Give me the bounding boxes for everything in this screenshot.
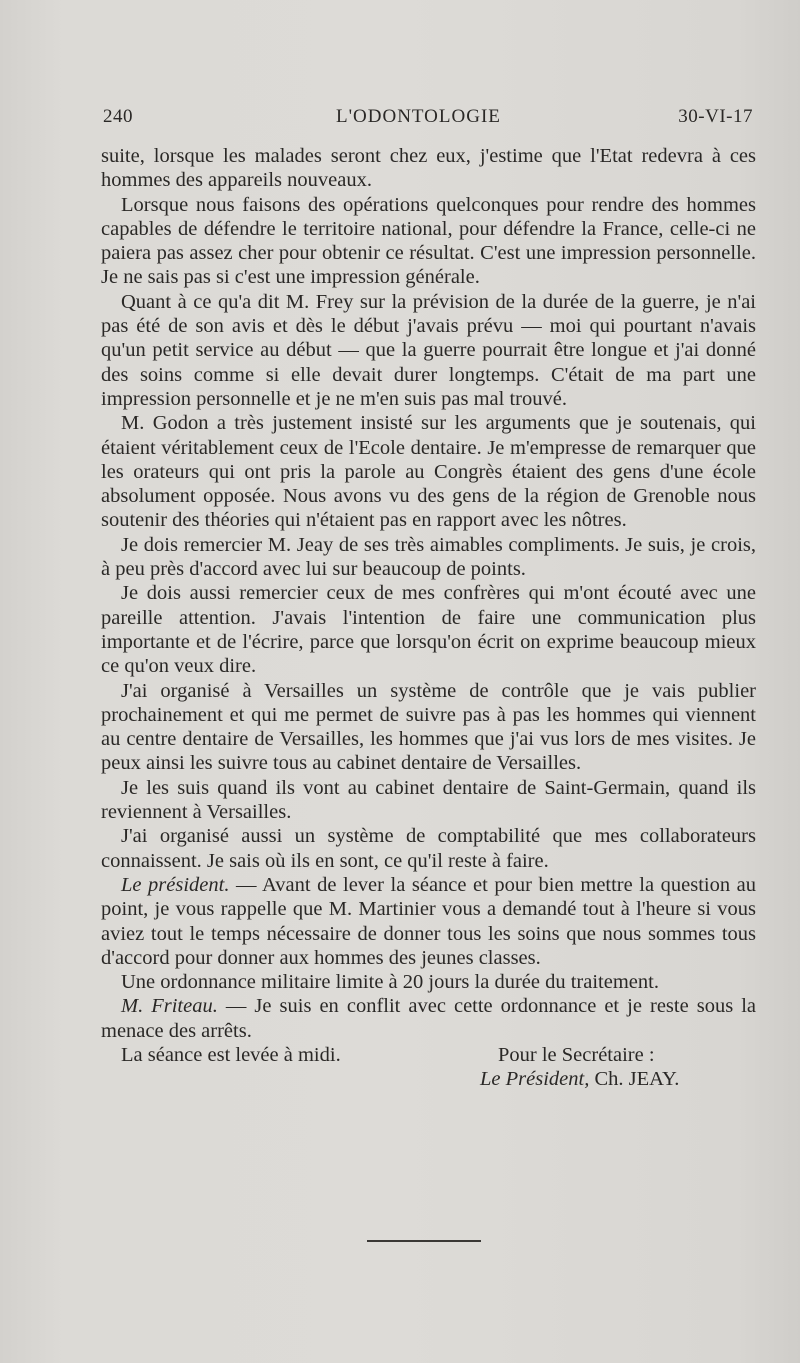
page-number: 240 — [103, 106, 133, 127]
paragraph-9: J'ai organisé aussi un système de comptabilité que mes collaborateurs connaissent. Je sais où ils en sont, ce qu'il reste à faire. — [101, 825, 756, 872]
paragraph-6: Je dois aussi remercier ceux de mes confrères qui m'ont écouté avec une pareille attention. J'avais l'intention de faire une communication plus importante et de l'écrire, parce que lorsqu'on écrit on exprime beaucoup mieux ce qu'on veux dire. — [101, 582, 756, 678]
paragraph-2: Lorsque nous faisons des opérations quelconques pour rendre des hommes capables de défendre le territoire national, pour défendre la France, celle-ci ne paiera pas assez cher pour obtenir ce résultat. C'est une impression personnelle. Je ne sais pas si c'est une impression générale. — [101, 193, 756, 289]
signature-row — [101, 1067, 756, 1091]
ordinance-paragraph: Une ordonnance militaire limite à 20 jours la durée du traitement. — [121, 971, 659, 994]
adjourned-line: La séance est levée à midi. — [121, 1043, 341, 1066]
paragraph-3: Quant à ce qu'a dit M. Frey sur la prévision de la durée de la guerre, je n'ai pas été de son avis et dès le début j'avais prévu — moi qui pourtant n'avais qu'un petit service au début — que la guerre pourrait être longue et j'ai donné des soins comme si elle devait durer longtemps. C'était de ma part une impression personnelle et je ne m'en suis pas mal trouvé. — [101, 290, 756, 410]
friteau-speech-text: — Je suis en conflit avec cette ordonnance et je reste sous la menace des arrêts. — [101, 995, 756, 1042]
president-name: Ch. JEAY. — [589, 1068, 680, 1091]
president-speech-text: — Avant de lever la séance et pour bien mettre la question au point, je vous rappelle que M. Martinier vous a demandé tout à l'heure si vous aviez tout le temps nécessaire de donner tous les soins que nous sommes tous d'accord pour donner aux hommes des jeunes classes. — [101, 873, 757, 969]
closing-row — [101, 1043, 756, 1067]
paragraph-4: M. Godon a très justement insisté sur les arguments que je soutenais, qui étaient véritablement ceux de l'Ecole dentaire. Je m'empresse de remarquer que les orateurs qui ont pris la parole au Congrès étaient des gens d'une école absolument opposée. Nous avons vu des gens de la région de Grenoble nous soutenir des théories qui n'étaient pas en rapport avec les nôtres. — [101, 412, 756, 532]
for-secretary-line: Pour le Secrétaire : — [498, 1043, 655, 1066]
speaker-president: Le président. — [121, 873, 230, 896]
president-speech — [101, 873, 756, 970]
paragraph-8: Je les suis quand ils vont au cabinet dentaire de Saint-Germain, quand ils reviennent à Versailles. — [101, 776, 756, 824]
paragraph-7: J'ai organisé à Versailles un système de contrôle que je vais publier prochainement et qui me permet de suivre pas à pas les hommes qui viennent au centre dentaire de Versailles, les hommes que j'ai vus lors de mes visites. Je peux ainsi les suivre tous au cabinet dentaire de Versailles. — [101, 679, 756, 775]
body-text — [101, 144, 756, 1092]
paragraph-5: Je dois remercier M. Jeay de ses très aimables compliments. Je suis, je crois, à peu près d'accord avec lui sur beaucoup de points. — [101, 533, 756, 581]
signature — [480, 1067, 679, 1091]
friteau-speech — [101, 994, 756, 1043]
issue-date: 30-VI-17 — [678, 106, 753, 127]
president-title: Le Président, — [480, 1068, 590, 1091]
paragraph-1: suite, lorsque les malades seront chez eux, j'estime que l'Etat redevra à ces hommes des appareils nouveaux. — [101, 145, 756, 192]
speaker-friteau: M. Friteau. — [121, 995, 218, 1018]
closing-rule — [367, 1240, 481, 1242]
journal-title: L'ODONTOLOGIE — [336, 106, 501, 127]
